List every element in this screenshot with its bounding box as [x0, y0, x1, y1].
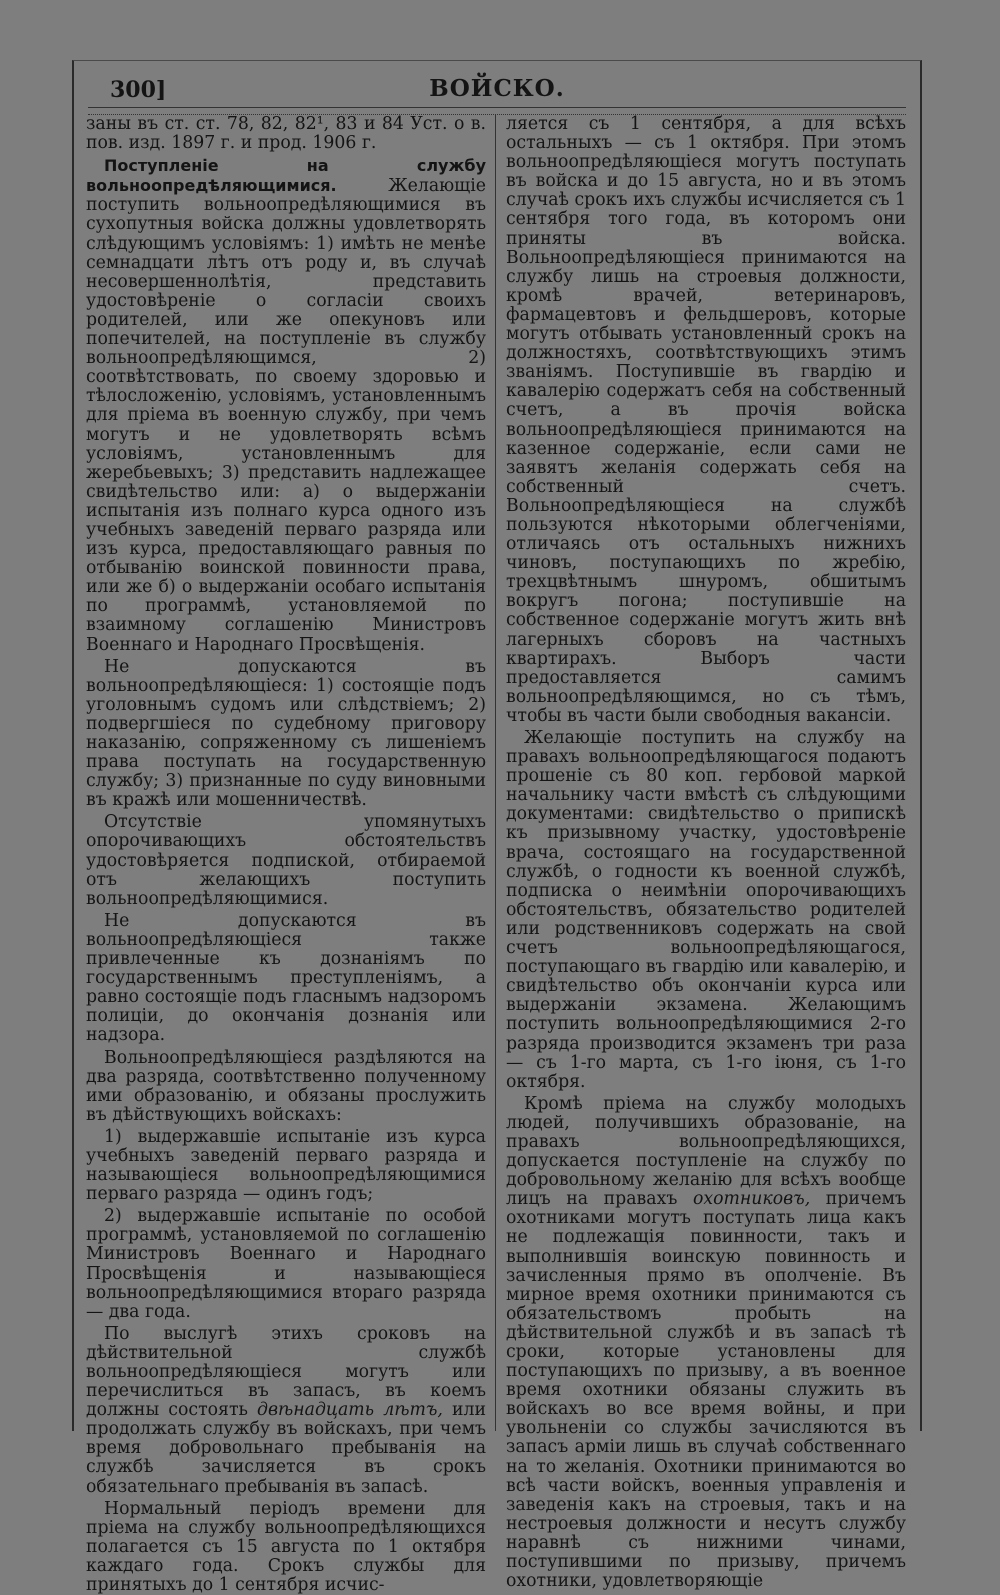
paragraph-text: Желающіе поступить на службу на правахъ вольноопредѣляющагося подаютъ прошеніе съ 80 коп. гербовой маркой начальнику части вмѣстѣ съ слѣдующими документами: свидѣтельство о припискѣ къ призывному участку, удостовѣреніе врача, состоящаго на государственной службѣ, о годности къ военной службѣ, подписка о неимѣніи опорочивающихъ обстоятельствъ, обязательство родителей или родственниковъ содержать на свой счетъ вольноопредѣляющагося, поступающаго въ гвардію или кавалерію, и свидѣтельство объ окончаніи курса или выдержаніи экзамена. Желающимъ поступить вольноопредѣляющимися 2-го разряда производится экзаменъ три раза — съ 1-го марта, съ 1-го іюня, съ 1-го октября. — [506, 728, 906, 1092]
paragraph — [86, 156, 486, 654]
page — [72, 60, 922, 1595]
paragraph — [506, 115, 906, 726]
running-title: ВОЙСКО. — [429, 75, 565, 102]
paragraph — [86, 1325, 486, 1497]
paragraph-text: Не допускаются въ вольноопредѣляющіеся: 1) состоящіе подъ уголовнымъ судомъ или слѣдствіемъ; 2) подвергшіеся по судебному приговору наказанію, сопряженному съ лишеніемъ права поступать на государственную службу; 3) признанные по суду виновными въ кражѣ или мошенничествѣ. — [86, 656, 486, 811]
paragraph-text: Вольноопредѣляющіеся раздѣляются на два разряда, соотвѣтственно полученному ими образованію, и обязаны прослужить въ дѣйствующихъ войскахъ: — [86, 1047, 486, 1125]
column-divider — [495, 115, 496, 1431]
paragraph — [86, 115, 486, 153]
paragraph-text: Не допускаются въ вольноопредѣляющіеся также привлеченные къ дознаніямъ по государственнымъ преступленіямъ, а равно состоящіе подъ гласнымъ надзоромъ полиціи, до окончанія дознанія или надзора. — [86, 910, 486, 1046]
paragraph-text: Желающіе поступить вольноопредѣляющимися въ сухопутныя войска должны удовлетворять слѣдующимъ условіямъ: 1) имѣть не менѣе семнадцати лѣтъ отъ роду и, въ случаѣ несовершеннолѣтія, представить удостовѣреніе о согласіи своихъ родителей, или же опекуновъ или попечителей, на поступленіе въ службу вольноопредѣляющимся, 2) соотвѣтствовать, по своему здоровью и тѣлосложенію, условіямъ, установленнымъ для пріема въ военную службу, при чемъ могутъ и не удовлетворять всѣмъ условіямъ, установленнымъ для жеребьевыхъ; 3) представить надлежащее свидѣтельство или: а) о выдержаніи испытанія изъ полнаго курса одного изъ учебныхъ заведеній перваго разряда или изъ курса, предоставляющаго равныя по отбыванію воинской повинности права, или же б) о выдержаніи особаго испытанія по программѣ, установляемой по взаимному соглашенію Министровъ Военнаго и Народнаго Просвѣщенія. — [86, 176, 486, 655]
paragraph — [86, 1049, 486, 1125]
paragraph-text: Отсутствіе упомянутыхъ опорочивающихъ обстоятельствъ удостовѣряется подпиской, отбираемой отъ желающихъ поступить вольноопредѣляющимися. — [86, 812, 486, 909]
left-column — [86, 114, 486, 1595]
page-header — [74, 61, 920, 107]
page-number: 300] — [110, 77, 167, 103]
paragraph-text: По выслугѣ этихъ сроковъ на дѣйствительной службѣ вольноопредѣляющіеся могутъ или перечислиться въ запасъ, въ коемъ должны состоять — [86, 1323, 486, 1421]
paragraph-text: 1) выдержавшіе испытаніе изъ курса учебныхъ заведеній перваго разряда и называющіеся вольноопредѣляющимися перваго разряда — одинъ годъ; — [86, 1126, 486, 1205]
paragraph — [86, 1500, 486, 1595]
emphasized-text: двѣнадцать лѣтъ, — [257, 1400, 443, 1421]
paragraph — [506, 1095, 906, 1591]
paragraph — [86, 912, 486, 1046]
paragraph — [86, 1128, 486, 1204]
paragraph-text: Кромѣ пріема на службу молодыхъ людей, получившихъ образованіе, на правахъ вольноопредѣляющихся, допускается поступленіе на службу по добровольному желанію для всѣхъ вообще лицъ на правахъ — [506, 1093, 906, 1210]
paragraph-text: заны въ ст. ст. 78, 82, 82¹, 83 и 84 Уст. о в. пов. изд. 1897 г. и прод. 1906 г. — [86, 114, 486, 154]
right-column — [506, 114, 906, 1592]
paragraph-text: причемъ охотниками могутъ поступать лица какъ не подлежащія повинности, такъ и выполнившія воинскую повинность и зачисленныя прямо въ ополченіе. Въ мирное время охотники принимаются съ обязательствомъ пробыть на дѣйствительной службѣ и въ запасѣ тѣ сроки, которые установлены для поступающихъ по призыву, а въ военное время охотники обязаны служить въ войскахъ во все время войны, и при увольненіи со службы зачисляются въ запасъ арміи лишь въ случаѣ собственнаго на то желанія. Охотники принимаются во всѣ части войскъ, военныя управленія и заведенія какъ на строевыя, такъ и на нестроевыя должности и несутъ службу наравнѣ съ нижними чинами, поступившими по призыву, причемъ охотники, удовлетворяющіе — [506, 1189, 906, 1592]
paragraph-text: или продолжать службу въ войскахъ, при чемъ время добровольнаго пребыванія на службѣ зачисляется въ срокъ обязательнаго пребыванія въ запасѣ. — [86, 1400, 486, 1497]
paragraph — [86, 813, 486, 908]
paragraph-text: Нормальный періодъ времени для пріема на службу вольноопредѣляющихся полагается съ 15 августа по 1 октября каждаго года. Срокъ службы для принятыхъ до 1 сентября исчис- — [86, 1498, 486, 1595]
section-heading: Поступленіе на службу вольноопредѣляющимися. — [86, 156, 486, 196]
paragraph-text: 2) выдержавшіе испытаніе по особой программѣ, установляемой по соглашенію Министровъ Военнаго и Народнаго Просвѣщенія и называющіеся вольноопредѣляющимися втораго разряда — два года. — [86, 1206, 486, 1322]
paragraph — [86, 1207, 486, 1322]
emphasized-text: охотниковъ, — [692, 1189, 811, 1210]
paragraph-text: ляется съ 1 сентября, а для всѣхъ остальныхъ — съ 1 октября. При этомъ вольноопредѣляющіеся могутъ поступать въ войска и до 15 августа, но и въ этомъ случаѣ срокъ ихъ службы исчисляется съ 1 сентября того года, въ которомъ они приняты въ войска. Вольноопредѣляющіеся принимаются на службу лишь на строевыя должности, кромѣ врачей, ветеринаровъ, фармацевтовъ и фельдшеровъ, которые могутъ отбывать установленный срокъ на должностяхъ, соотвѣтствующихъ этимъ званіямъ. Поступившіе въ гвардію и кавалерію содержатъ себя на собственный счетъ, а въ прочія войска вольноопредѣляющіеся принимаются на казенное содержаніе, если сами не заявятъ желанія содержать себя на собственный счетъ. Вольноопредѣляющіеся на службѣ пользуются нѣкоторыми облегченіями, отличаясь отъ остальныхъ нижнихъ чиновъ, поступающихъ по жребію, трехцвѣтнымъ шнуромъ, обшитымъ вокругъ погона; поступившіе на собственное содержаніе могутъ жить внѣ лагерныхъ сборовъ на частныхъ квартирахъ. Выборъ части предоставляется самимъ вольноопредѣляющимся, но съ тѣмъ, чтобы въ части были свободныя вакансіи. — [506, 114, 906, 726]
paragraph — [86, 658, 486, 811]
paragraph — [506, 729, 906, 1092]
